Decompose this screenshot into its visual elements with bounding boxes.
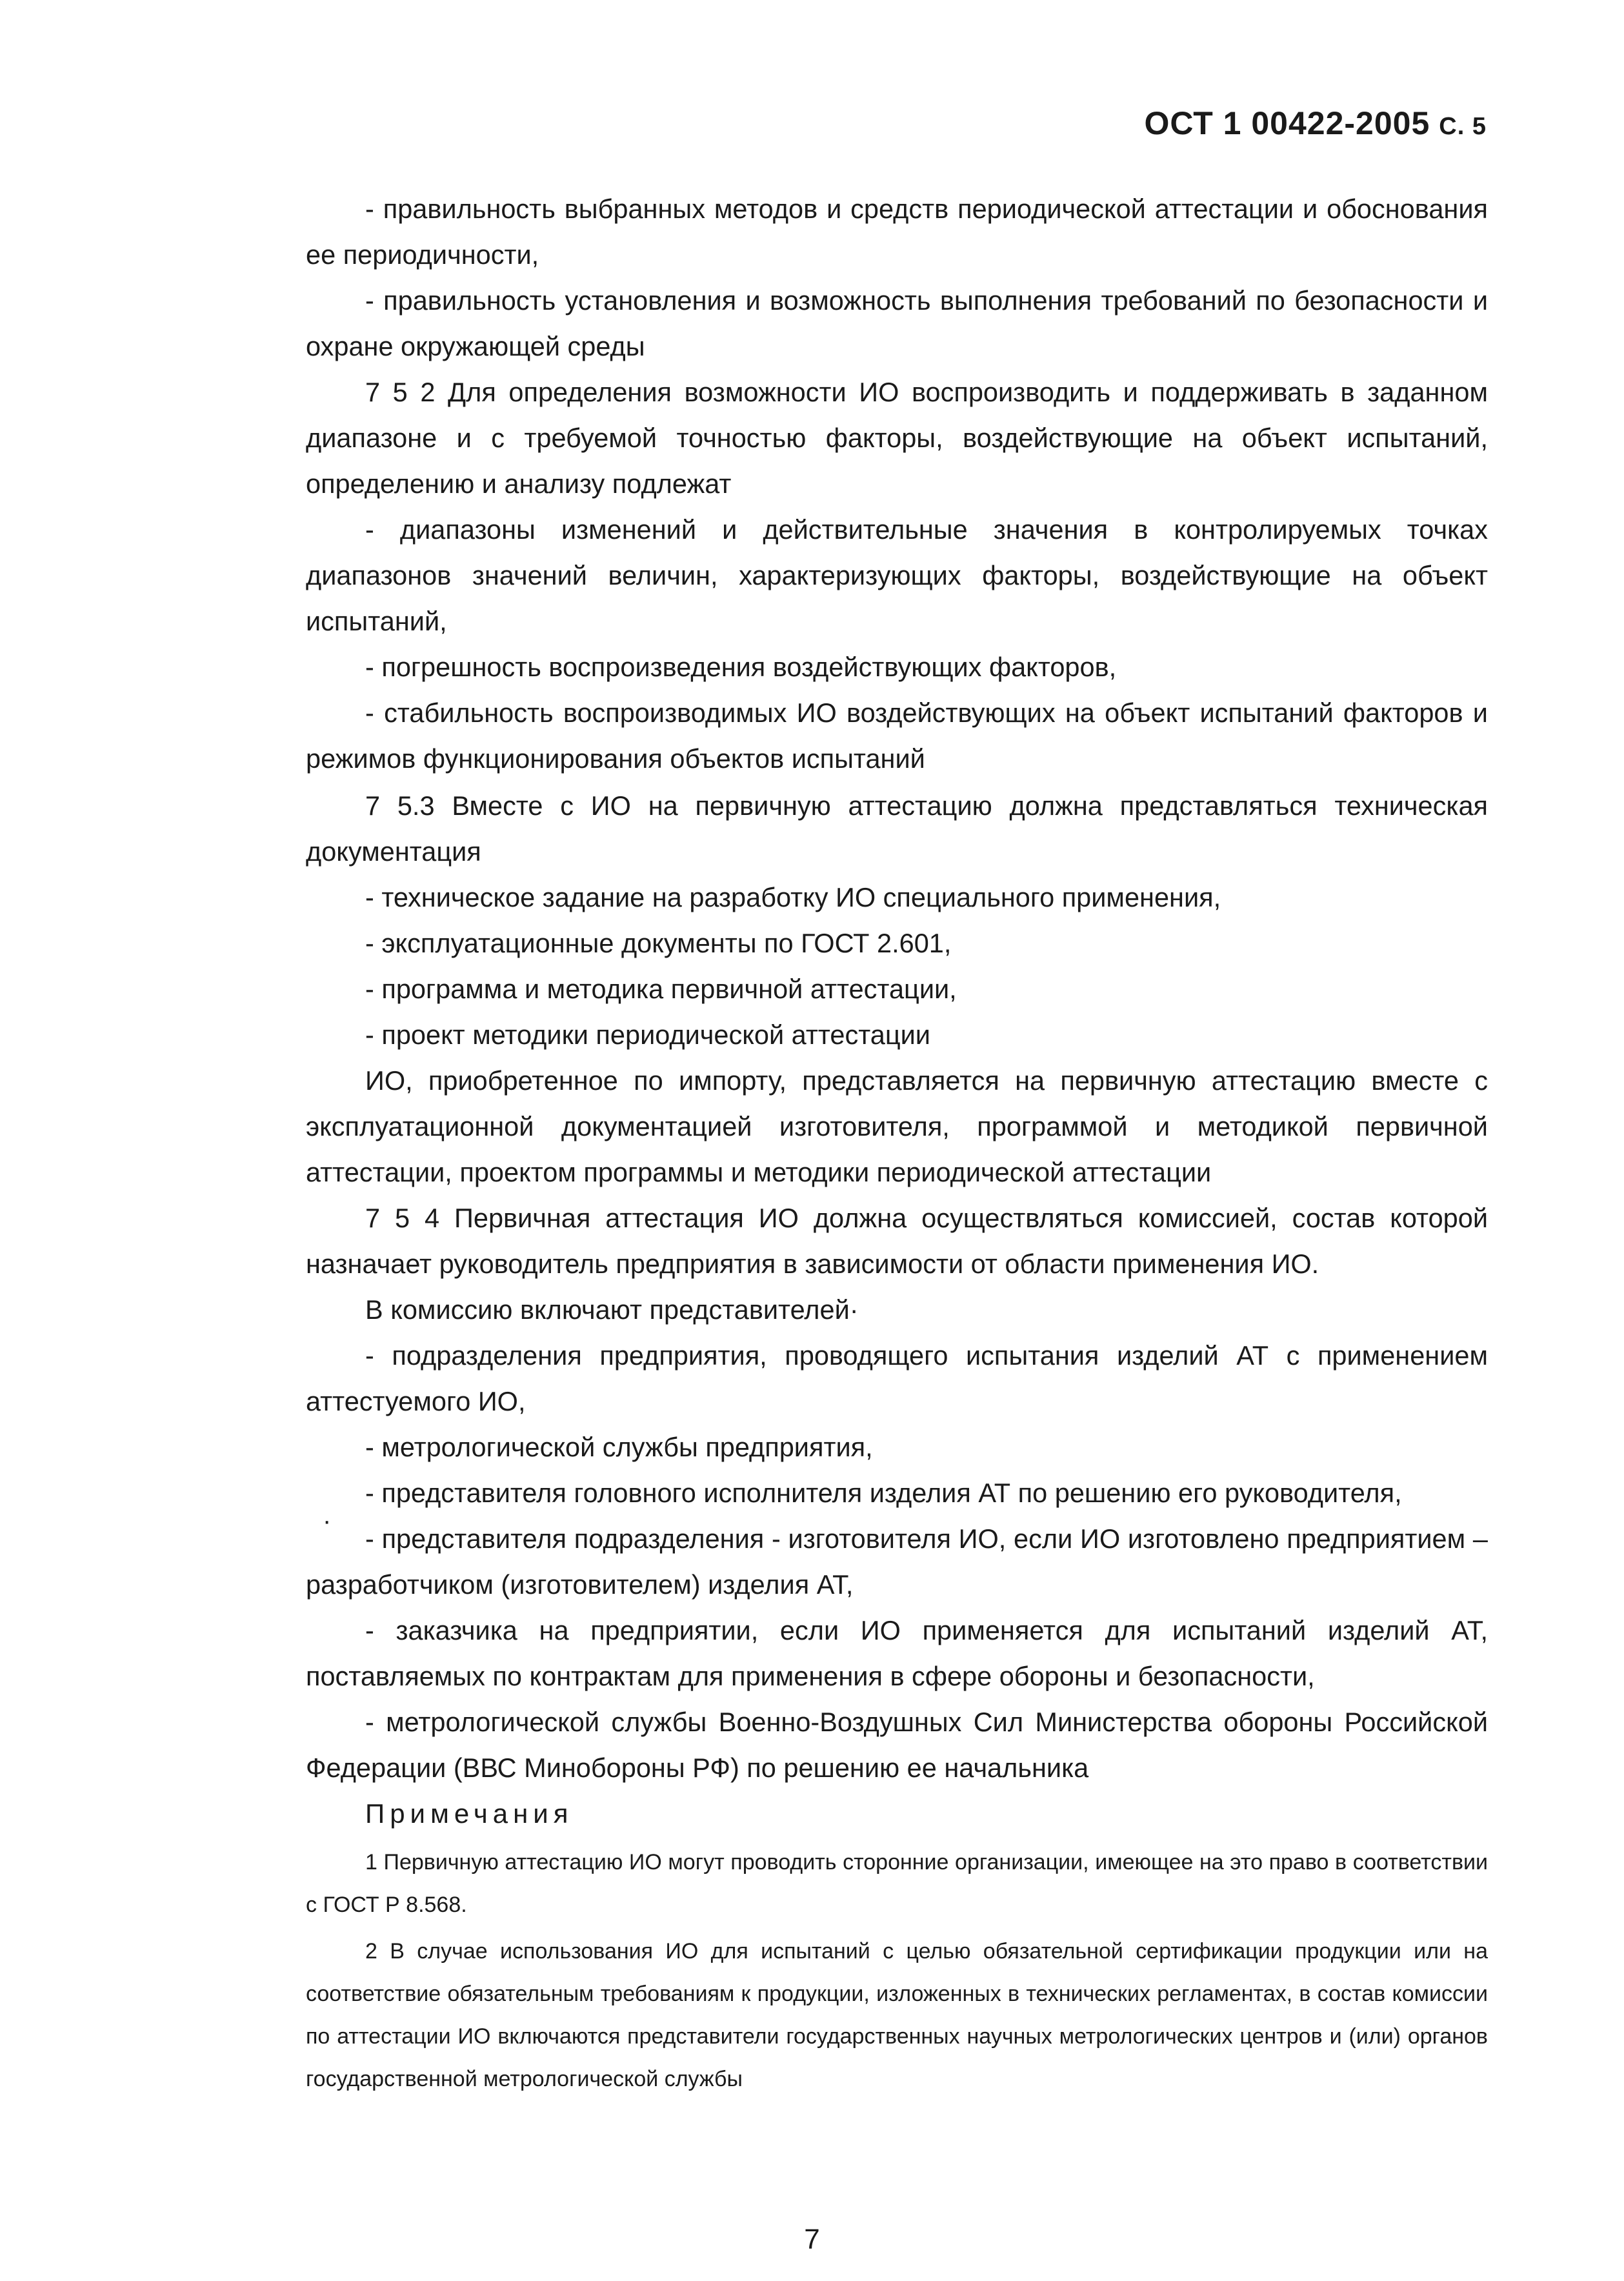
paragraph: В комиссию включают представителей·	[365, 1294, 859, 1325]
paragraph: - погрешность воспроизведения воздействующих факторов,	[365, 652, 1117, 682]
paragraph: - метрологической службы Военно-Воздушных Сил Министерства обороны Российской Федерации (ВВС Минобороны РФ) по решению ее начальника	[306, 1707, 1488, 1783]
page-number: 7	[804, 2224, 820, 2255]
document-header	[1144, 105, 1487, 142]
paragraph: - программа и методика первичной аттестации,	[365, 974, 957, 1004]
notes-title: Примечания	[365, 1798, 574, 1829]
note-item: 1 Первичную аттестацию ИО могут проводить сторонние организации, имеющее на это право в соответствии с ГОСТ Р 8.568.	[306, 1850, 1488, 1917]
paragraph: - правильность установления и возможность выполнения требований по безопасности и охране окружающей среды	[306, 285, 1488, 361]
paragraph: - эксплуатационные документы по ГОСТ 2.601,	[365, 928, 952, 958]
paragraph: - проект методики периодической аттестации	[365, 1020, 930, 1050]
paragraph: - представителя подразделения - изготовителя ИО, если ИО изготовлено предприятием – разработчиком (изготовителем) изделия АТ,	[306, 1523, 1488, 1600]
scan-mark: ·	[323, 1507, 332, 1535]
note-item: 2 В случае использования ИО для испытаний с целью обязательной сертификации продукции или на соответствие обязательным требованиям к продукции, изложенных в технических регламентах, в состав комиссии по аттестации ИО включаются представители государственных научных метрологических центров и (или) органов государственной метрологической службы	[306, 1939, 1488, 2091]
paragraph: - техническое задание на разработку ИО специального применения,	[365, 882, 1221, 912]
paragraph: - представителя головного исполнителя изделия АТ по решению его руководителя,	[365, 1478, 1402, 1508]
paragraph: ИО, приобретенное по импорту, представляется на первичную аттестацию вместе с эксплуатационной документацией изготовителя, программой и методикой первичной аттестации, проектом программы и методики периодической аттестации	[306, 1065, 1488, 1187]
document-body	[306, 186, 1488, 2100]
paragraph: - метрологической службы предприятия,	[365, 1432, 873, 1462]
header-page-label: С. 5	[1439, 113, 1487, 140]
paragraph: - подразделения предприятия, проводящего испытания изделий АТ с применением аттестуемого ИО,	[306, 1340, 1488, 1416]
document-number: ОСТ 1 00422-2005	[1144, 105, 1430, 141]
paragraph: - заказчика на предприятии, если ИО применяется для испытаний изделий АТ, поставляемых по контрактам для применения в сфере обороны и безопасности,	[306, 1615, 1488, 1691]
paragraph: 7 5.3 Вместе с ИО на первичную аттестацию должна представляться техническая документация	[306, 790, 1488, 867]
paragraph: - стабильность воспроизводимых ИО воздействующих на объект испытаний факторов и режимов функционирования объектов испытаний	[306, 698, 1488, 774]
paragraph: - правильность выбранных методов и средств периодической аттестации и обоснования ее периодичности,	[306, 194, 1488, 270]
paragraph: 7 5 4 Первичная аттестация ИО должна осуществляться комиссией, состав которой назначает руководитель предприятия в зависимости от области применения ИО.	[306, 1203, 1488, 1279]
paragraph: 7 5 2 Для определения возможности ИО воспроизводить и поддерживать в заданном диапазоне и с требуемой точностью факторы, воздействующие на объект испытаний, определению и анализу подлежат	[306, 377, 1488, 499]
paragraph: - диапазоны изменений и действительные значения в контролируемых точках диапазонов значений величин, характеризующих факторы, воздействующие на объект испытаний,	[306, 514, 1488, 636]
